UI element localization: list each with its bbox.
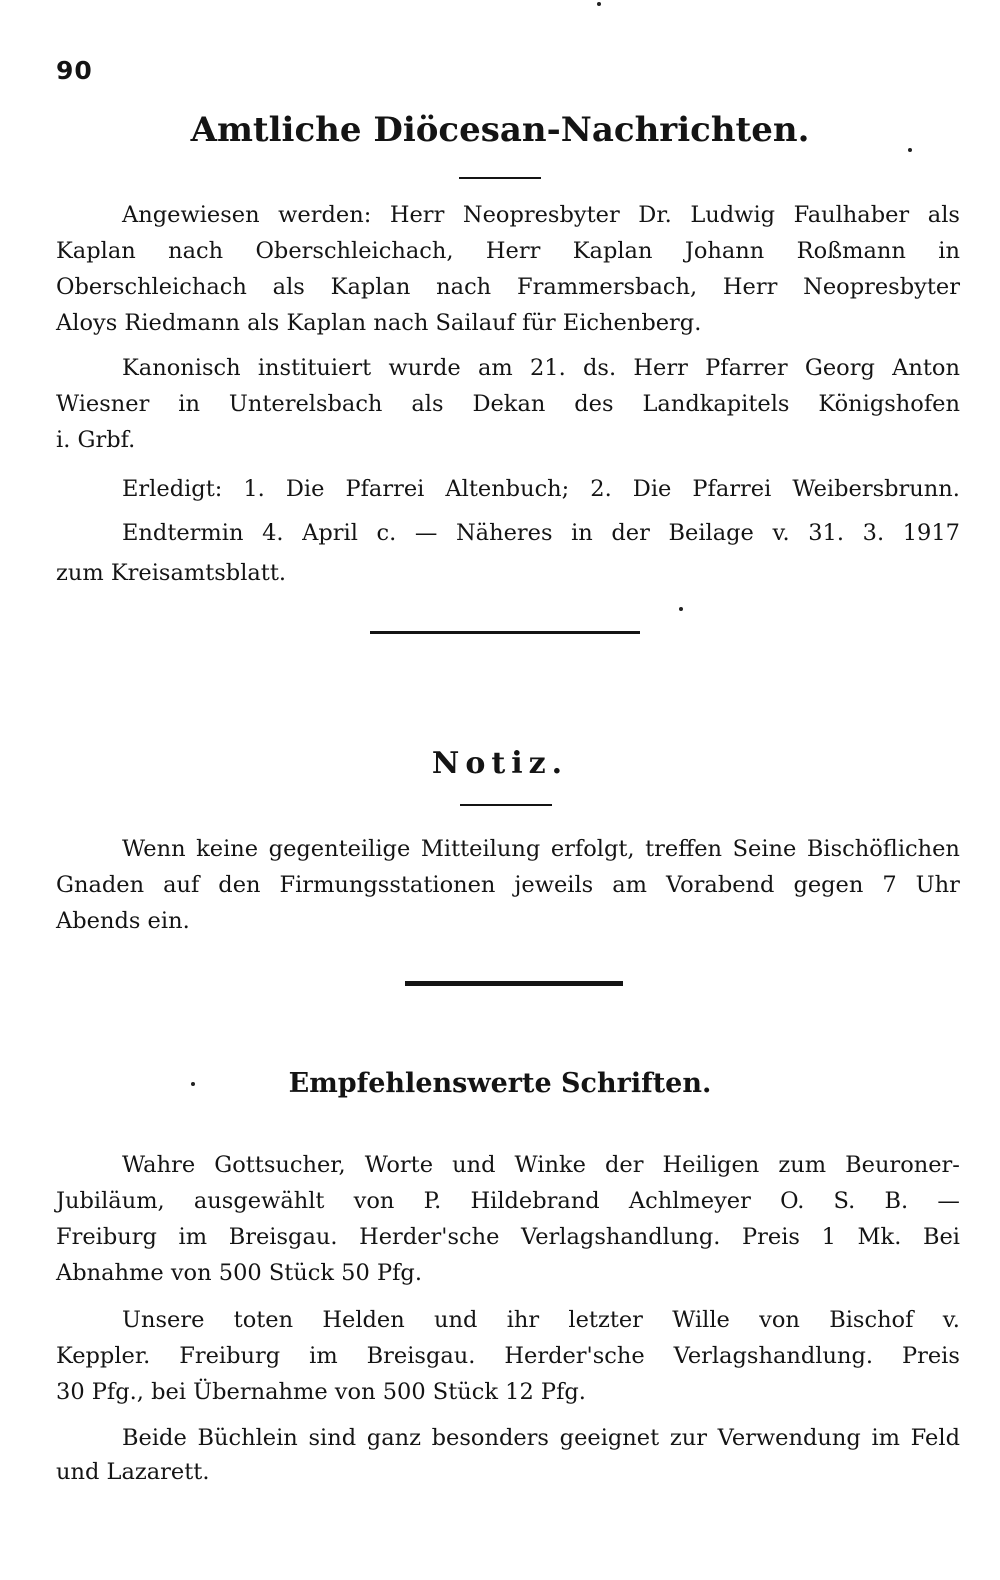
text-line: Erledigt: 1. Die Pfarrei Altenbuch; 2. Die Pfarrei Weibersbrunn. — [122, 476, 960, 502]
scan-speck — [597, 2, 601, 6]
section-divider — [370, 631, 640, 634]
text-line: Jubiläum, ausgewählt von P. Hildebrand Achlmeyer O. S. B. — — [56, 1188, 960, 1214]
scan-speck — [679, 607, 683, 611]
text-line: Endtermin 4. April c. — Näheres in der Beilage v. 31. 3. 1917 — [122, 520, 960, 546]
text-line: Beide Büchlein sind ganz besonders geeignet zur Verwendung im Feld — [122, 1425, 960, 1451]
text-line: Abends ein. — [56, 908, 190, 934]
text-line: zum Kreisamtsblatt. — [56, 560, 287, 586]
text-line: i. Grbf. — [56, 427, 136, 453]
text-line: 30 Pfg., bei Übernahme von 500 Stück 12 Pfg. — [56, 1379, 586, 1405]
text-line: Aloys Riedmann als Kaplan nach Sailauf für Eichenberg. — [56, 310, 702, 336]
text-line: Kanonisch instituiert wurde am 21. ds. Herr Pfarrer Georg Anton — [122, 355, 960, 381]
section-heading-notiz: Notiz. — [431, 746, 569, 781]
text-line: Angewiesen werden: Herr Neopresbyter Dr. Ludwig Faulhaber als — [122, 202, 960, 228]
text-line: Kaplan nach Oberschleichach, Herr Kaplan Johann Roßmann in — [56, 238, 960, 264]
text-line: Wahre Gottsucher, Worte und Winke der Heiligen zum Beuroner- — [122, 1152, 960, 1178]
heading-underline — [459, 177, 541, 179]
scan-speck — [191, 1082, 195, 1086]
page-number: 90 — [56, 56, 93, 85]
section-heading-dioecesan: Amtliche Diöcesan-Nachrichten. — [190, 110, 810, 150]
heading-underline — [460, 804, 552, 806]
text-line: Unsere toten Helden und ihr letzter Wille von Bischof v. — [122, 1307, 960, 1333]
text-line: Gnaden auf den Firmungsstationen jeweils am Vorabend gegen 7 Uhr — [56, 872, 960, 898]
section-heading-schriften: Empfehlenswerte Schriften. — [288, 1068, 712, 1099]
text-line: Wiesner in Unterelsbach als Dekan des Landkapitels Königshofen — [56, 391, 960, 417]
section-divider — [405, 981, 623, 986]
text-line: und Lazarett. — [56, 1459, 210, 1485]
text-line: Freiburg im Breisgau. Herder'sche Verlagshandlung. Preis 1 Mk. Bei — [56, 1224, 960, 1250]
text-line: Keppler. Freiburg im Breisgau. Herder'sche Verlagshandlung. Preis — [56, 1343, 960, 1369]
text-line: Oberschleichach als Kaplan nach Frammersbach, Herr Neopresbyter — [56, 274, 960, 300]
text-line: Abnahme von 500 Stück 50 Pfg. — [56, 1260, 422, 1286]
text-line: Wenn keine gegenteilige Mitteilung erfolgt, treffen Seine Bischöflichen — [122, 836, 960, 862]
scan-speck — [908, 148, 912, 152]
